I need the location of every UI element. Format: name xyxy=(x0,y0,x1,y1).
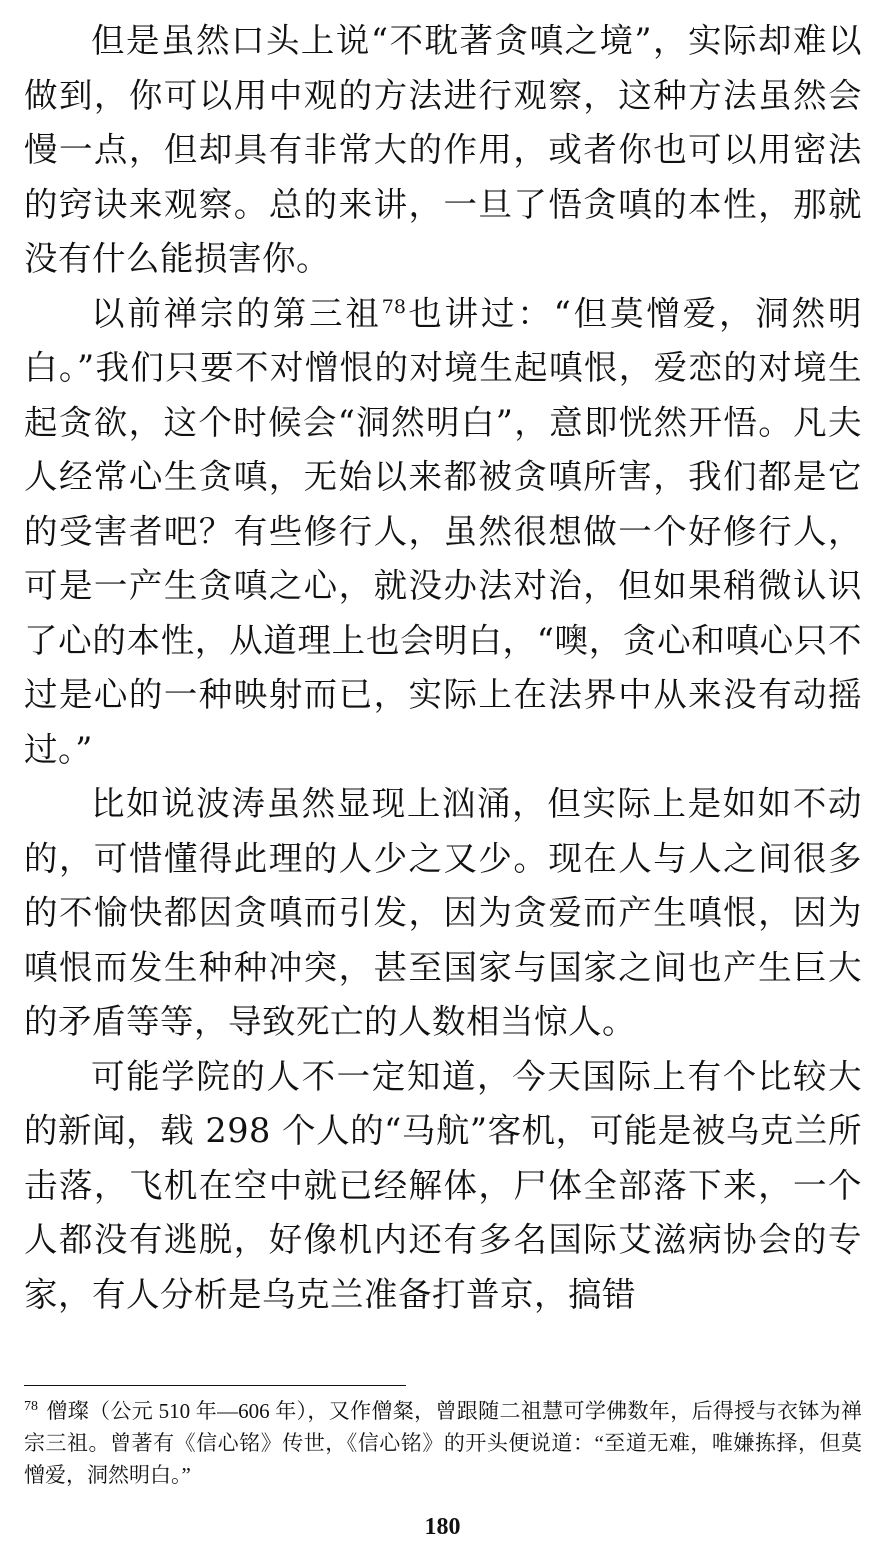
paragraph-3 xyxy=(24,777,862,1050)
page-number: 180 xyxy=(424,1514,461,1540)
paragraph-4-text: 可能学院的人不一定知道，今天国际上有个比较大的新闻，载 298 个人的“马航”客机，可能是被乌克兰所击落，飞机在空中就已经解体，尸体全部落下来，一个人都没有逃脱，好像机内还有多名国际艾滋病协会的专家，有人分析是乌克兰准备打普京，搞错 xyxy=(24,1056,862,1314)
footnote-text: 僧璨（公元 510 年—606 年），又作僧粲，曾跟随二祖慧可学佛数年，后得授与衣钵为禅宗三祖。曾著有《信心铭》传世，《信心铭》的开头便说道：“至道无难，唯嫌拣择，但莫憎爱，洞然明白。” xyxy=(24,1399,862,1487)
footnote-divider xyxy=(24,1385,406,1386)
paragraph-4 xyxy=(24,1050,862,1323)
footnote xyxy=(24,1395,862,1491)
main-text xyxy=(24,14,862,1322)
paragraph-2 xyxy=(24,287,862,778)
paragraph-1 xyxy=(24,14,862,287)
footnote-number: 78 xyxy=(24,1399,38,1414)
paragraph-1-text: 但是虽然口头上说“不耽著贪嗔之境”，实际却难以做到，你可以用中观的方法进行观察，这种方法虽然会慢一点，但却具有非常大的作用，或者你也可以用密法的窍诀来观察。总的来讲，一旦了悟贪嗔的本性，那就没有什么能损害你。 xyxy=(24,21,862,278)
paragraph-3-text: 比如说波涛虽然显现上汹涌，但实际上是如如不动的，可惜懂得此理的人少之又少。现在人与人之间很多的不愉快都因贪嗔而引发，因为贪爱而产生嗔恨，因为嗔恨而发生种种冲突，甚至国家与国家之间也产生巨大的矛盾等等，导致死亡的人数相当惊人。 xyxy=(24,784,862,1041)
paragraph-2-text-start: 以前禅宗的第三祖 xyxy=(91,293,382,333)
footnote-reference[interactable]: 78 xyxy=(381,295,406,318)
paragraph-2-text-rest: 也讲过：“但莫憎爱，洞然明白。”我们只要不对憎恨的对境生起嗔恨，爱恋的对境生起贪欲，这个时候会“洞然明白”，意即恍然开悟。凡夫人经常心生贪嗔，无始以来都被贪嗔所害，我们都是它的受害者吧？有些修行人，虽然很想做一个好修行人，可是一产生贪嗔之心，就没办法对治，但如果稍微认识了心的本性，从道理上也会明白，“噢，贪心和嗔心只不过是心的一种映射而已，实际上在法界中从来没有动摇过。” xyxy=(24,293,862,769)
